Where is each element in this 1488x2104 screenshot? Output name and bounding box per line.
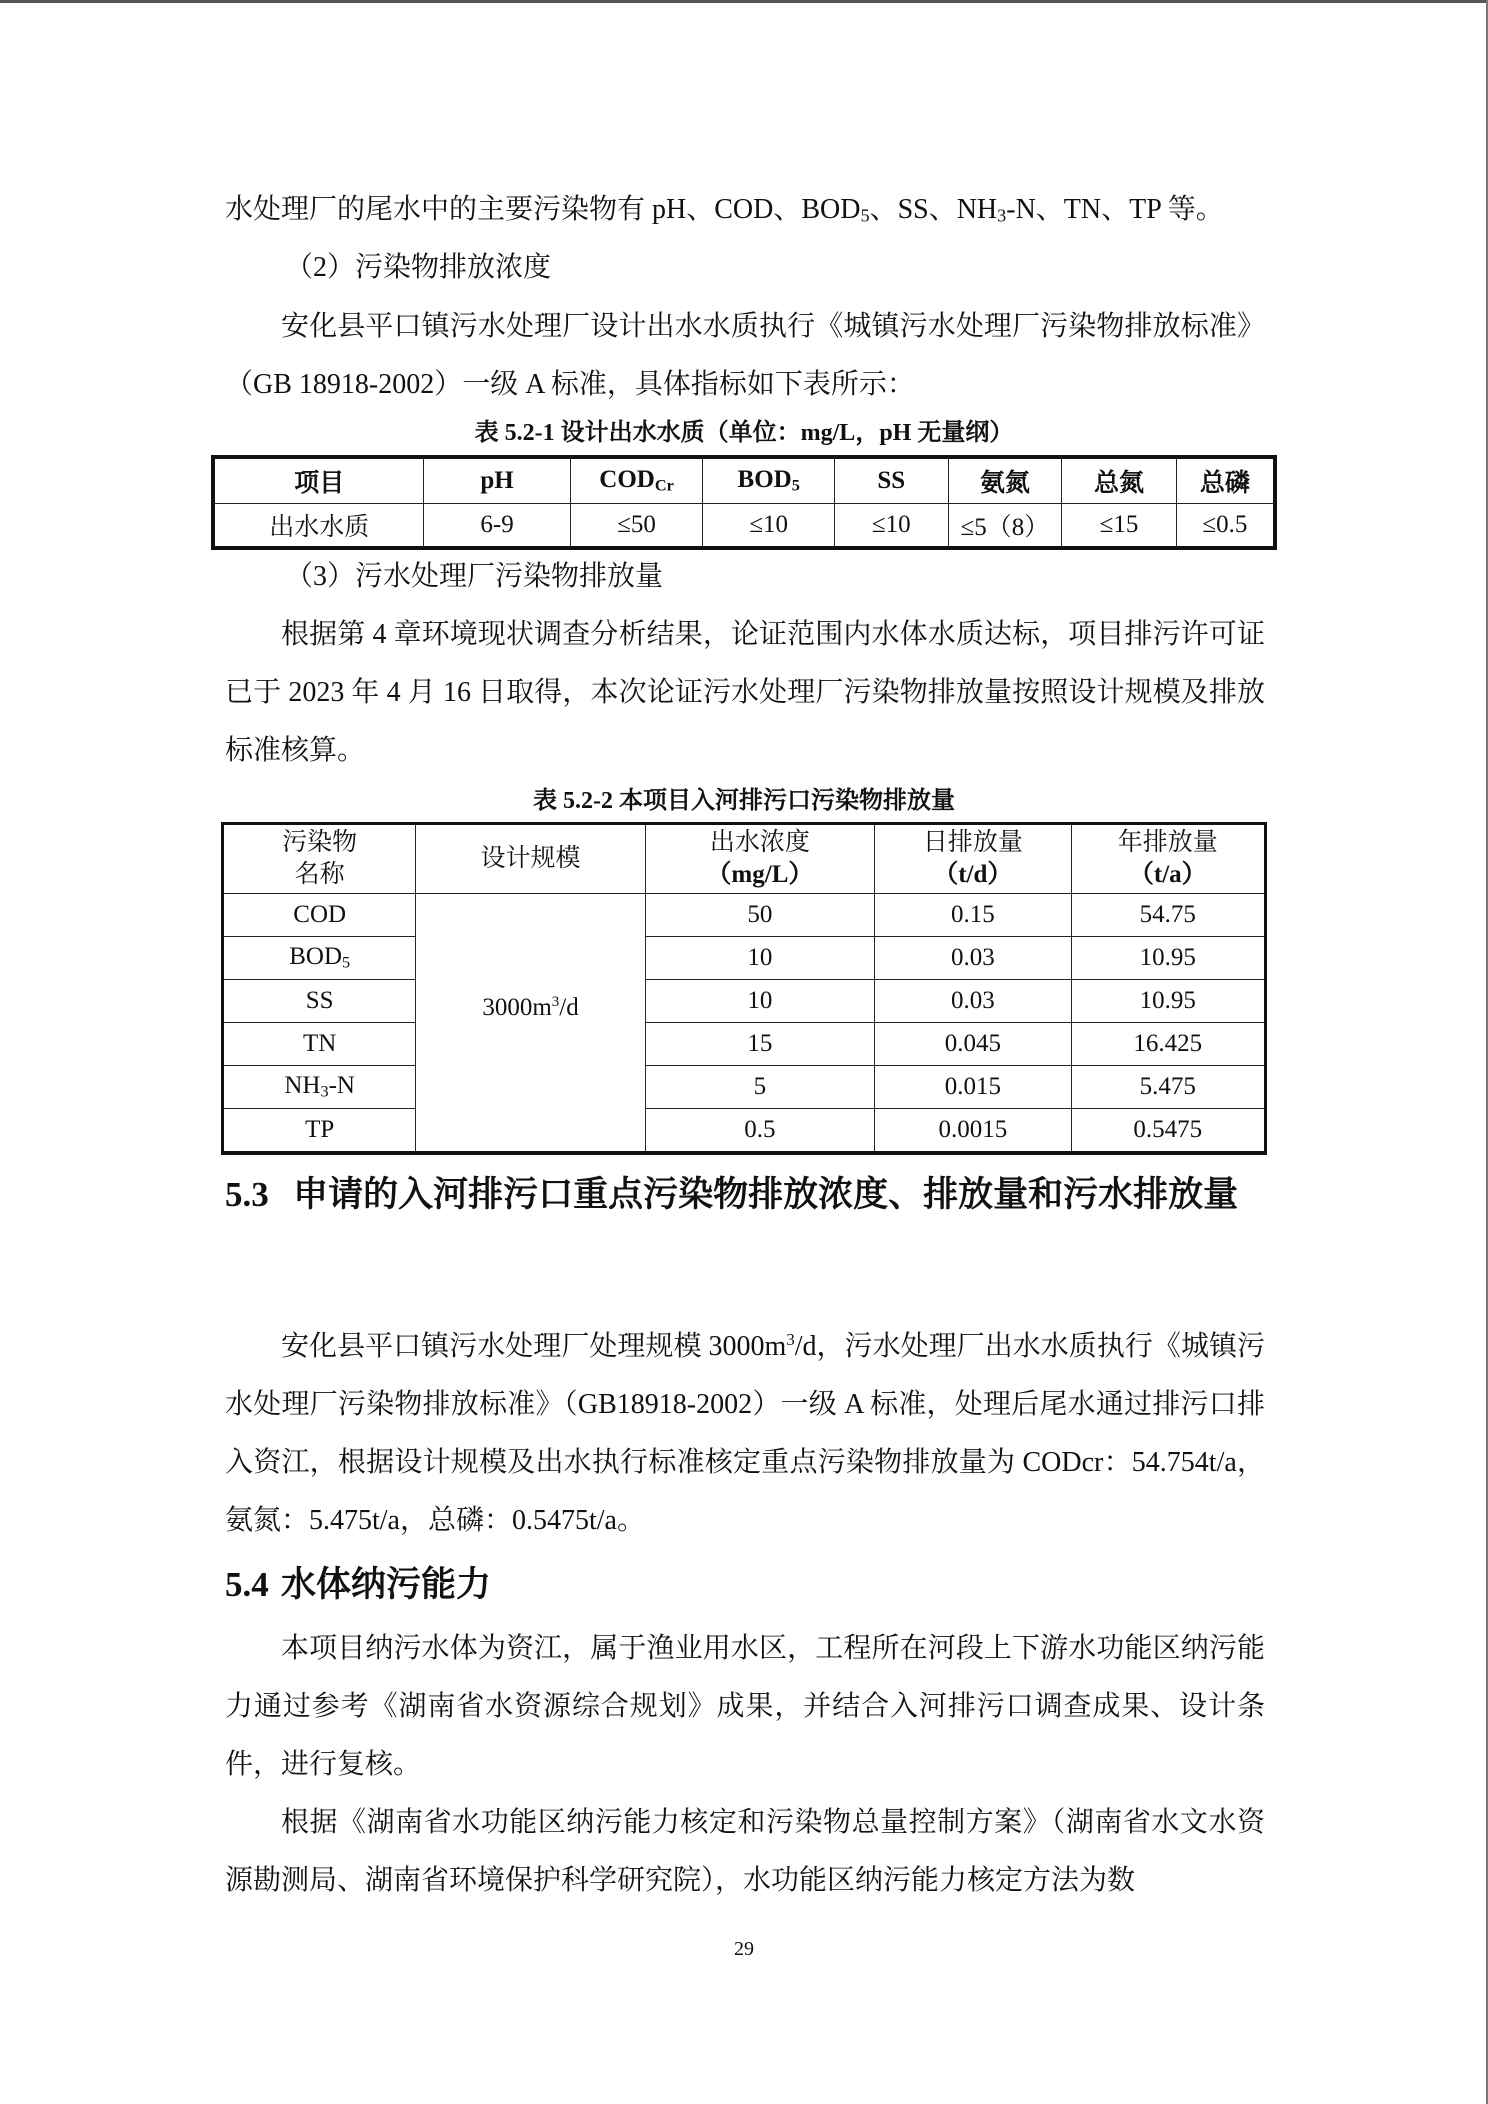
annual-header-line2: （t/a） <box>1128 861 1207 888</box>
pollutant-name-cell <box>223 1023 416 1066</box>
standard-paragraph: 安化县平口镇污水处理厂设计出水水质执行《城镇污水处理厂污染物排放标准》（GB 18918-2002）一级 A 标准，具体指标如下表所示： <box>225 311 1265 400</box>
conc-cell: 10 <box>645 980 874 1023</box>
annual-cell: 54.75 <box>1071 894 1265 937</box>
table2-header-scale: 设计规模 <box>416 824 645 894</box>
daily-cell: 0.15 <box>875 894 1071 937</box>
table2-header-pollutant <box>223 824 416 894</box>
annual-cell: 10.95 <box>1071 980 1265 1023</box>
table-row <box>223 980 1266 1023</box>
pollutant-name: TP <box>305 1116 335 1143</box>
section-5-4-number: 5.4 <box>225 1565 269 1604</box>
table1-header-item: 项目 <box>213 457 424 504</box>
design-scale-cell <box>416 894 645 1154</box>
design-effluent-table <box>211 455 1277 550</box>
annual-cell: 0.5475 <box>1071 1109 1265 1154</box>
intro-subscript-5: 5 <box>860 205 870 226</box>
table-row <box>223 937 1266 980</box>
pollutant-subscript: 3 <box>320 1082 329 1101</box>
section-5-4-paragraph-1: 本项目纳污水体为资江，属于渔业用水区，工程所在河段上下游水功能区纳污能力通过参考《湖南省水资源综合规划》成果，并结合入河排污口调查成果、设计条件，进行复核。 <box>225 1633 1265 1780</box>
s53-text-head: 安化县平口镇污水处理厂处理规模 3000m <box>281 1331 787 1362</box>
discharge-amount-table <box>221 822 1267 1155</box>
daily-header-line1: 日排放量 <box>922 829 1023 856</box>
table1-cell-ph: 6-9 <box>424 504 570 549</box>
s53-text-tail: /d，污水处理厂出水水质执行《城镇污水处理厂污染物排放标准》（GB18918-2002）一级 A 标准，处理后尾水通过排污口排入资江，根据设计规模及出水执行标准核定重点污染物排放量为 CODcr：54.754t/a，氨氮：5.475t/a，总磷：0.5475t/a。 <box>225 1331 1266 1536</box>
pollutant-name-cell <box>223 937 416 980</box>
pollutant-name: COD <box>293 901 347 928</box>
conc-cell: 50 <box>645 894 874 937</box>
table1-cell-tp: ≤0.5 <box>1176 504 1275 549</box>
table2-header-row <box>223 824 1266 894</box>
permit-paragraph: 根据第 4 章环境现状调查分析结果，论证范围内水体水质达标，项目排污许可证已于 2023 年 4 月 16 日取得，本次论证污水处理厂污染物排放量按照设计规模及排放标准核算。 <box>225 619 1265 766</box>
table1-row-label: 出水水质 <box>213 504 424 549</box>
pollutant-header-line2: 名称 <box>294 861 345 888</box>
table1-cell-ammonia: ≤5（8） <box>948 504 1062 549</box>
annual-cell: 10.95 <box>1071 937 1265 980</box>
table1-cell-ss: ≤10 <box>834 504 948 549</box>
section-5-3-number: 5.3 <box>225 1175 269 1214</box>
pollutant-name: TN <box>303 1030 337 1057</box>
page-number: 29 <box>734 1938 754 1960</box>
section-5-3-paragraph <box>225 1318 1265 1550</box>
annual-header-line1: 年排放量 <box>1117 829 1218 856</box>
table1-header-cod <box>570 457 703 504</box>
table1-header-row <box>213 457 1275 504</box>
daily-cell: 0.03 <box>875 980 1071 1023</box>
table-row <box>223 1109 1266 1154</box>
intro-paragraph-tail <box>225 181 1224 245</box>
daily-cell: 0.03 <box>875 937 1071 980</box>
daily-cell: 0.015 <box>875 1066 1071 1109</box>
subsection-heading-3: （3）污水处理厂污染物排放量 <box>285 561 664 592</box>
conc-cell: 0.5 <box>645 1109 874 1154</box>
daily-header-line2: （t/d） <box>933 861 1013 888</box>
scale-value: 3000m <box>482 993 552 1021</box>
pollutant-header-line1: 污染物 <box>282 829 358 856</box>
conc-header-line1: 出水浓度 <box>709 829 810 856</box>
cod-subscript: Cr <box>654 476 674 495</box>
pollutant-name-cell <box>223 894 416 937</box>
bod-label: BOD <box>737 466 792 494</box>
s53-superscript: 3 <box>786 1329 795 1349</box>
conc-cell: 15 <box>645 1023 874 1066</box>
table2-header-annual <box>1071 824 1265 894</box>
section-5-4-paragraph-2: 根据《湖南省水功能区纳污能力核定和污染物总量控制方案》（湖南省水文水资源勘测局、湖南省环境保护科学研究院），水功能区纳污能力核定方法为数 <box>225 1807 1265 1896</box>
page-top-border <box>0 0 1488 3</box>
table1-header-bod <box>703 457 835 504</box>
intro-subscript-3: 3 <box>997 205 1007 226</box>
subsection-heading-2: （2）污染物排放浓度 <box>285 252 552 283</box>
table1-caption: 表 5.2-1 设计出水水质（单位：mg/L，pH 无量纲） <box>474 420 1014 446</box>
conc-cell: 10 <box>645 937 874 980</box>
pollutant-name-cell <box>223 980 416 1023</box>
table1-cell-tn: ≤15 <box>1062 504 1177 549</box>
intro-text-3: -N、TN、TP 等。 <box>1006 194 1224 225</box>
annual-cell: 16.425 <box>1071 1023 1265 1066</box>
table-row <box>223 894 1266 937</box>
pollutant-name-cell <box>223 1066 416 1109</box>
intro-text-1: 水处理厂的尾水中的主要污染物有 pH、COD、BOD <box>225 194 861 225</box>
pollutant-name-cell <box>223 1109 416 1154</box>
pollutant-name: NH <box>284 1072 321 1100</box>
section-5-3-heading <box>225 1155 1265 1235</box>
table-row <box>223 1066 1266 1109</box>
table1-header-ammonia: 氨氮 <box>948 457 1062 504</box>
bod-subscript: 5 <box>791 476 800 495</box>
table-row <box>213 504 1275 549</box>
section-5-3-title: 申请的入河排污口重点污染物排放浓度、排放量和污水排放量 <box>293 1175 1239 1215</box>
section-5-4-title: 水体纳污能力 <box>280 1565 491 1605</box>
pollutant-name-tail: -N <box>328 1072 355 1100</box>
table1-header-ph: pH <box>424 457 570 504</box>
table1-header-ss: SS <box>834 457 948 504</box>
intro-text-2: 、SS、NH <box>869 194 998 225</box>
section-5-4-heading <box>225 1548 1265 1622</box>
daily-cell: 0.045 <box>875 1023 1071 1066</box>
scale-superscript: 3 <box>551 993 560 1010</box>
annual-cell: 5.475 <box>1071 1066 1265 1109</box>
table1-header-tn: 总氮 <box>1062 457 1177 504</box>
table1-cell-cod: ≤50 <box>570 504 703 549</box>
conc-cell: 5 <box>645 1066 874 1109</box>
pollutant-name: SS <box>305 987 334 1014</box>
conc-header-line2: （mg/L） <box>706 861 814 888</box>
table-row <box>223 1023 1266 1066</box>
table1-cell-bod: ≤10 <box>703 504 835 549</box>
table2-caption: 表 5.2-2 本项目入河排污口污染物排放量 <box>533 788 955 814</box>
scale-unit-tail: /d <box>559 993 579 1021</box>
pollutant-subscript: 5 <box>342 953 351 972</box>
table2-header-concentration <box>645 824 874 894</box>
daily-cell: 0.0015 <box>875 1109 1071 1154</box>
table1-header-tp: 总磷 <box>1176 457 1275 504</box>
cod-label: COD <box>599 466 655 494</box>
pollutant-name: BOD <box>289 943 343 971</box>
table2-header-daily <box>875 824 1071 894</box>
